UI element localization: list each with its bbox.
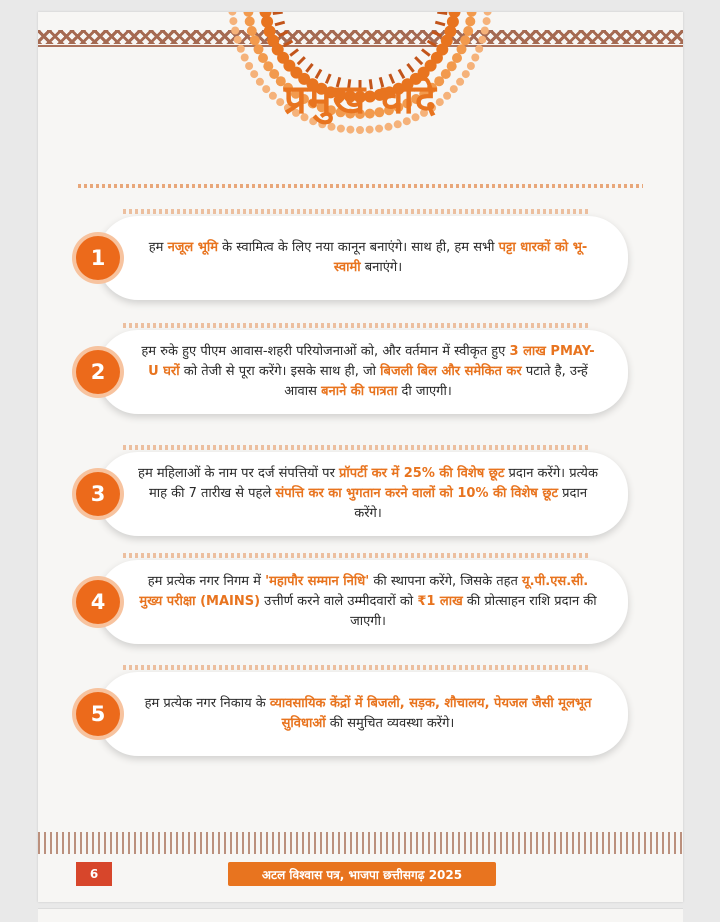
body-text: के स्वामित्व के लिए नया कानून बनाएंगे। साथ ही, हम सभी (218, 240, 499, 255)
promise-card-3 (90, 452, 628, 536)
card-dotted-deco (123, 553, 588, 558)
highlighted-text: व्यावसायिक केंद्रों में बिजली, सड़क, शौचालय, पेयजल जैसी मूलभूत सुविधाओं (269, 696, 592, 731)
promise-number-badge: 2 (76, 350, 120, 394)
body-text: प्रदान करेंगे। प्रत्येक माह की 7 तारीख से पहले (148, 466, 598, 501)
promise-card-1 (90, 216, 628, 300)
promise-number-badge: 1 (76, 236, 120, 280)
promise-text (98, 216, 628, 300)
card-dotted-deco (123, 445, 588, 450)
highlighted-text: 3 लाख PMAY-U घरों (148, 344, 595, 379)
body-text: हम प्रत्येक नगर निगम में (147, 574, 266, 589)
next-page-edge (38, 908, 683, 922)
body-text: हम रुके हुए पीएम आवास-शहरी परियोजनाओं को, और वर्तमान में स्वीकृत हुए (141, 344, 510, 359)
promise-number-badge: 3 (76, 472, 120, 516)
highlighted-text: पट्टा धारकों को भू- स्वामी (333, 240, 588, 275)
highlighted-text: प्रॉपर्टी कर में 25% की विशेष छूट (339, 466, 505, 481)
promise-card-4 (90, 560, 628, 644)
promise-text (98, 330, 628, 414)
promise-text (98, 452, 628, 536)
body-text: पटाते है, उन्हें आवास (284, 364, 588, 399)
promise-text (98, 560, 628, 644)
body-text: की प्रोत्साहन राशि प्रदान की जाएगी। (350, 594, 597, 629)
highlighted-text: यू.पी.एस.सी. मुख्य परीक्षा (MAINS) (139, 574, 589, 609)
highlighted-text: संपत्ति कर का भुगतान करने वालों को 10% की विशेष छूट (275, 486, 559, 501)
body-text: की स्थापना करेंगे, जिसके तहत (369, 574, 523, 589)
body-text: हम प्रत्येक नगर निकाय के (144, 696, 270, 711)
page-number: 6 (76, 862, 112, 886)
promise-number-badge: 5 (76, 692, 120, 736)
card-dotted-deco (123, 323, 588, 328)
promise-card-5 (90, 672, 628, 756)
document-page (38, 12, 683, 902)
body-text: उत्तीर्ण करने वाले उम्मीदवारों को (260, 594, 418, 609)
highlighted-text: नजूल भूमि (167, 240, 219, 255)
card-dotted-deco (123, 209, 588, 214)
title-divider (78, 184, 643, 188)
body-text: दी जाएगी। (397, 384, 452, 399)
body-text: हम महिलाओं के नाम पर दर्ज संपत्तियों पर (138, 466, 340, 481)
highlighted-text: ₹1 लाख (417, 594, 463, 609)
body-text: प्रदान करेंगे। (354, 486, 588, 521)
promise-card-2 (90, 330, 628, 414)
highlighted-text: बिजली बिल और समेकित कर (380, 364, 522, 379)
highlighted-text: बनाने की पात्रता (321, 384, 398, 399)
body-text: बनाएंगे। (360, 260, 403, 275)
promise-number-badge: 4 (76, 580, 120, 624)
page-title: प्रमुख वादे (283, 77, 438, 123)
card-dotted-deco (123, 665, 588, 670)
body-text: की समुचित व्यवस्था करेंगे। (325, 716, 455, 731)
body-text: हम (148, 240, 168, 255)
promise-text (98, 672, 628, 756)
bottom-decorative-border (38, 832, 683, 854)
footer-publication-title: अटल विश्वास पत्र, भाजपा छत्तीसगढ़ 2025 (228, 862, 496, 886)
body-text: को तेजी से पूरा करेंगे। इसके साथ ही, जो (179, 364, 381, 379)
highlighted-text: 'महापौर सम्मान निधि' (265, 574, 370, 589)
